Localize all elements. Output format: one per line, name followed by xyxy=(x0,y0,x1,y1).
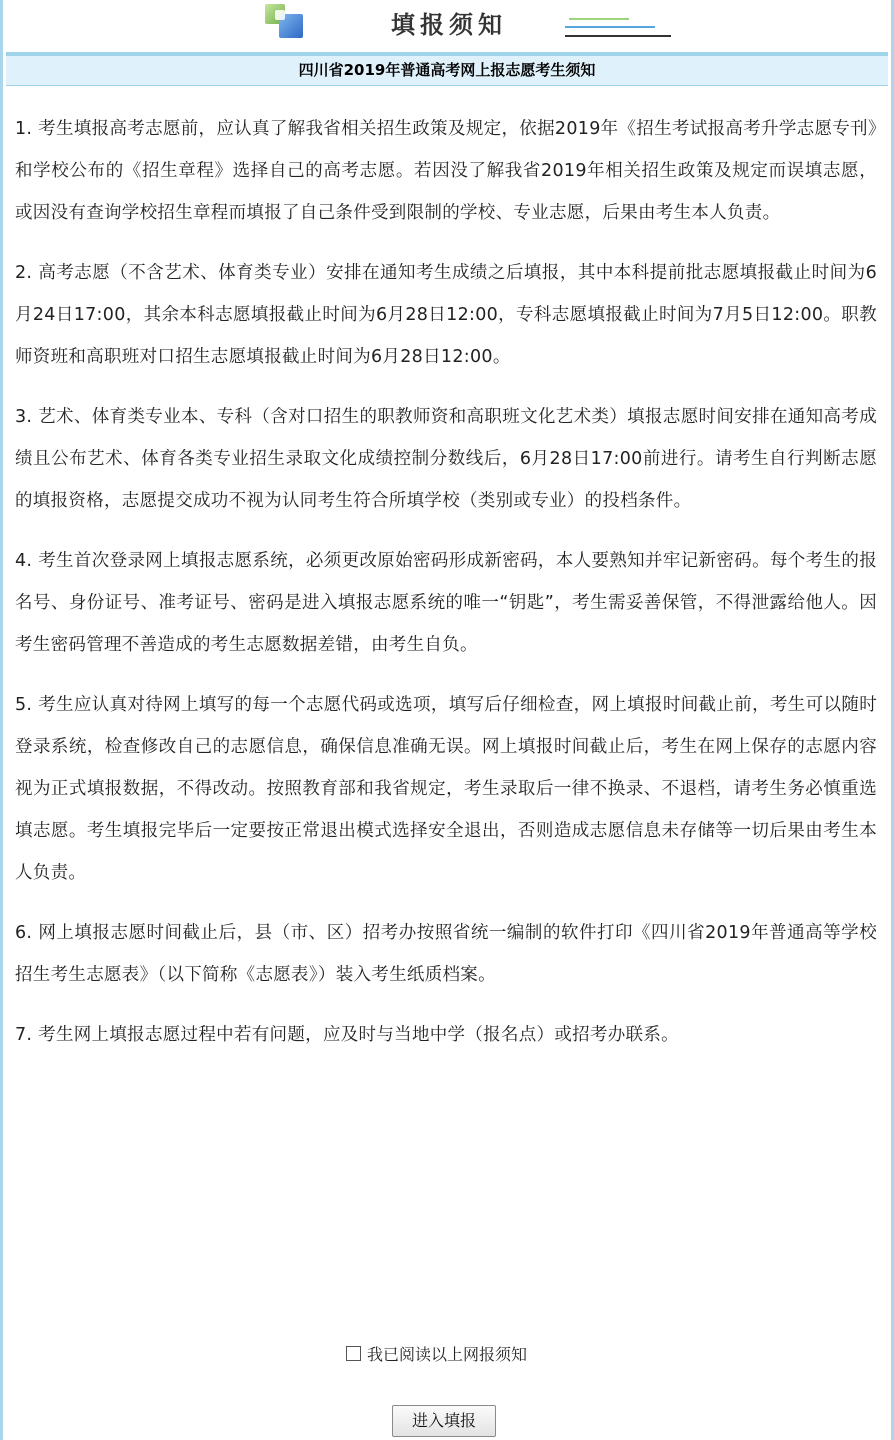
notice-body xyxy=(15,108,877,1074)
notice-paragraph-7: 7. 考生网上填报志愿过程中若有问题，应及时与当地中学（报名点）或招考办联系。 xyxy=(15,1025,679,1045)
read-agreement-label: 我已阅读以上网报须知 xyxy=(367,1344,528,1364)
decorative-lines xyxy=(565,16,673,40)
notice-paragraph-5: 5. 考生应认真对待网上填写的每一个志愿代码或选项，填写后仔细检查，网上填报时间截止前，考生可以随时登录系统，检查修改自己的志愿信息，确保信息准确无误。网上填报时间截止后，考生在网上保存的志愿内容视为正式填报数据，不得改动。按照教育部和我省规定，考生录取后一律不换录、不退档，请考生务必慎重选填志愿。考生填报完毕后一定要按正常退出模式选择安全退出，否则造成志愿信息未存储等一切后果由考生本人负责。 xyxy=(15,695,877,883)
notice-paragraph-4: 4. 考生首次登录网上填报志愿系统，必须更改原始密码形成新密码，本人要熟知并牢记新密码。每个考生的报名号、身份证号、准考证号、密码是进入填报志愿系统的唯一“钥匙”，考生需妥善保管，不得泄露给他人。因考生密码管理不善造成的考生志愿数据差错，由考生自负。 xyxy=(15,551,877,655)
read-agreement-checkbox[interactable] xyxy=(346,1346,361,1361)
notice-paragraph-1: 1. 考生填报高考志愿前，应认真了解我省相关招生政策及规定，依据2019年《招生考试报高考升学志愿专刊》和学校公布的《招生章程》选择自己的高考志愿。若因没了解我省2019年相关招生政策及规定而误填志愿，或因没有查询学校招生章程而填报了自己条件受到限制的学校、专业志愿，后果由考生本人负责。 xyxy=(15,119,877,223)
notice-title: 四川省2019年普通高考网上报志愿考生须知 xyxy=(6,52,888,86)
enter-fill-button[interactable]: 进入填报 xyxy=(392,1405,496,1437)
notice-paragraph-2: 2. 高考志愿（不含艺术、体育类专业）安排在通知考生成绩之后填报，其中本科提前批志愿填报截止时间为6月24日17:00，其余本科志愿填报截止时间为6月28日12:00，专科志愿填报截止时间为7月5日12:00。职教师资班和高职班对口招生志愿填报截止时间为6月28日12:00。 xyxy=(15,263,877,367)
notice-paragraph-3: 3. 艺术、体育类专业本、专科（含对口招生的职教师资和高职班文化艺术类）填报志愿时间安排在通知高考成绩且公布艺术、体育各类专业招生录取文化成绩控制分数线后，6月28日17:00前进行。请考生自行判断志愿的填报资格，志愿提交成功不视为认同考生符合所填学校（类别或专业）的投档条件。 xyxy=(15,407,877,511)
logo-icon xyxy=(265,4,307,42)
page-title: 填报须知 xyxy=(391,11,507,39)
notice-paragraph-6: 6. 网上填报志愿时间截止后，县（市、区）招考办按照省统一编制的软件打印《四川省2019年普通高等学校招生考生志愿表》（以下简称《志愿表》）装入考生纸质档案。 xyxy=(15,923,877,985)
header xyxy=(3,0,891,48)
read-agreement[interactable] xyxy=(346,1341,527,1365)
